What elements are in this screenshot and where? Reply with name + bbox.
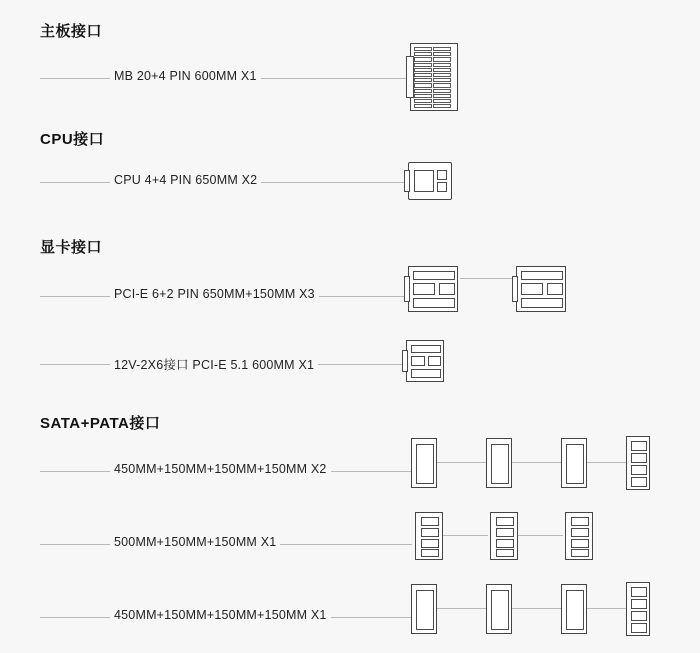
connector-inner (491, 444, 509, 484)
connector-inner (416, 590, 434, 630)
connector-inner (496, 549, 514, 557)
cable-line-link (460, 278, 518, 279)
connector-eps-8pin (408, 162, 452, 200)
connector-sata-5 (486, 584, 512, 634)
connector-inner (428, 356, 441, 366)
connector-atx-24pin (410, 43, 458, 111)
connector-pcie-8pin-2 (516, 266, 566, 312)
connector-inner (421, 528, 439, 537)
connector-inner (631, 465, 647, 475)
cable-line-link (443, 535, 488, 536)
cable-line-link (512, 608, 562, 609)
connector-inner (496, 528, 514, 537)
cable-line-link (587, 608, 627, 609)
connector-inner (416, 444, 434, 484)
connector-inner (631, 453, 647, 463)
section-title-gpu: 显卡接口 (40, 239, 103, 256)
connector-inner (414, 170, 434, 192)
connector-clip (404, 276, 410, 302)
connector-clip (402, 350, 408, 372)
connector-sata-1 (411, 438, 437, 488)
connector-molex-4 (565, 512, 593, 560)
cable-line-link (512, 462, 562, 463)
connector-inner (413, 298, 455, 308)
cable-label: 450MM+150MM+150MM+150MM X1 (110, 608, 331, 622)
connector-molex-3 (490, 512, 518, 560)
connector-inner (631, 623, 647, 633)
cable-label: PCI-E 6+2 PIN 650MM+150MM X3 (110, 287, 319, 301)
connector-inner (631, 599, 647, 609)
connector-inner (566, 590, 584, 630)
section-title-cpu: CPU接口 (40, 131, 105, 148)
cable-line-link (437, 608, 487, 609)
connector-molex-5 (626, 582, 650, 636)
connector-sata-4 (411, 584, 437, 634)
cable-line-link (437, 462, 487, 463)
connector-molex-2 (415, 512, 443, 560)
connector-clip (512, 276, 518, 302)
connector-clip (406, 56, 414, 98)
connector-inner (631, 477, 647, 487)
connector-sata-2 (486, 438, 512, 488)
connector-inner (571, 549, 589, 557)
pin-grid (414, 47, 451, 108)
connector-inner (521, 298, 563, 308)
connector-inner (413, 271, 455, 280)
connector-sata-6 (561, 584, 587, 634)
connector-inner (413, 283, 435, 295)
connector-inner (437, 170, 447, 180)
connector-inner (571, 517, 589, 526)
connector-inner (421, 539, 439, 548)
connector-inner (521, 283, 543, 295)
cable-label: CPU 4+4 PIN 650MM X2 (110, 173, 261, 187)
cable-label: 450MM+150MM+150MM+150MM X2 (110, 462, 331, 476)
connector-inner (411, 356, 425, 366)
connector-inner (631, 611, 647, 621)
connector-inner (411, 369, 441, 378)
connector-inner (439, 283, 455, 295)
cable-line-link (587, 462, 627, 463)
connector-inner (631, 587, 647, 597)
cable-line-link (518, 535, 563, 536)
connector-inner (566, 444, 584, 484)
connector-inner (631, 441, 647, 451)
section-title-motherboard: 主板接口 (40, 23, 103, 40)
cable-label: 500MM+150MM+150MM X1 (110, 535, 280, 549)
connector-inner (437, 182, 447, 192)
connector-inner (421, 517, 439, 526)
connector-molex-1 (626, 436, 650, 490)
connector-inner (571, 528, 589, 537)
connector-inner (491, 590, 509, 630)
connector-sata-3 (561, 438, 587, 488)
connector-pcie-8pin-1 (408, 266, 458, 312)
cable-label: MB 20+4 PIN 600MM X1 (110, 69, 261, 83)
connector-inner (421, 549, 439, 557)
connector-inner (521, 271, 563, 280)
connector-inner (496, 517, 514, 526)
connector-inner (411, 345, 441, 353)
cable-label: 12V-2X6接口 PCI-E 5.1 600MM X1 (110, 355, 318, 373)
connector-inner (547, 283, 563, 295)
section-title-sata-pata: SATA+PATA接口 (40, 415, 161, 432)
connector-12vhpwr (406, 340, 444, 382)
connector-clip (404, 170, 410, 192)
connector-inner (571, 539, 589, 548)
connector-inner (496, 539, 514, 548)
